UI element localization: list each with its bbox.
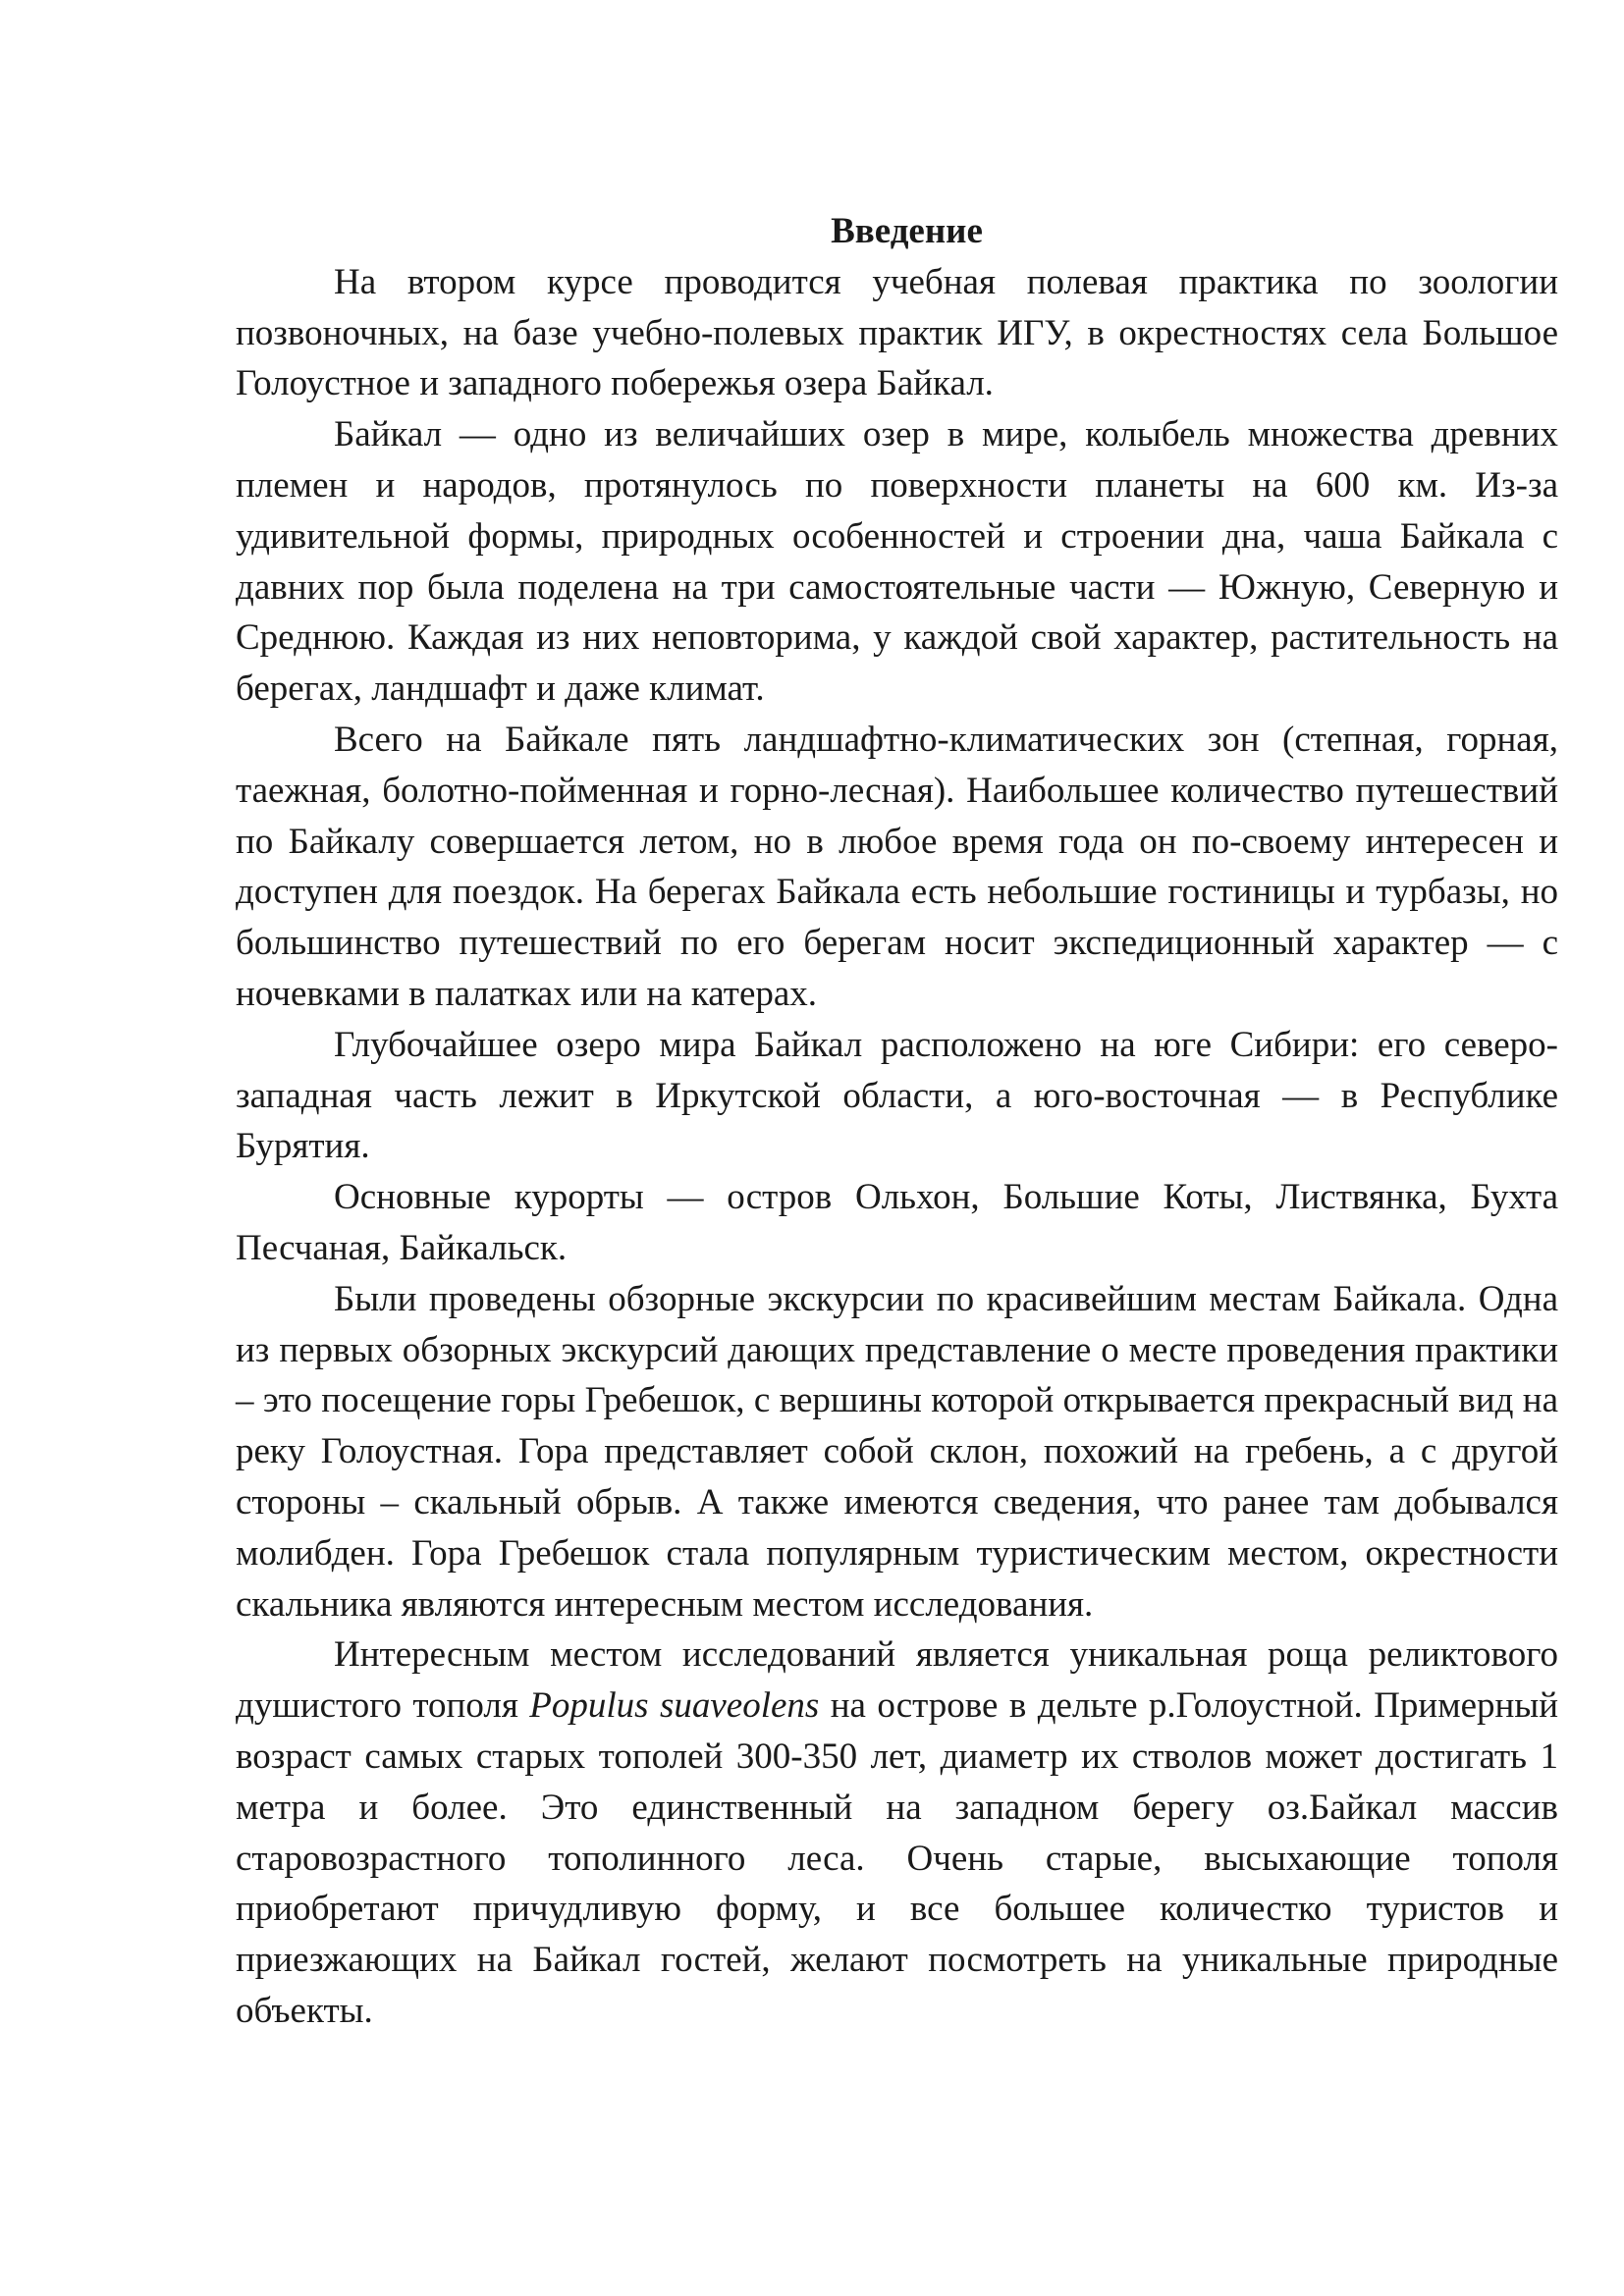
document-body: [236, 206, 1558, 2037]
paragraph-landscape-zones: Всего на Байкале пять ландшафтно-климатических зон (степная, горная, таежная, болотно-пойменная и горно-лесная). Наибольшее количество путешествий по Байкалу совершается летом, но в любое время года он по-своему интересен и доступен для поездок. На берегах Байкала есть небольшие гостиницы и турбазы, но большинство путешествий по его берегам носит экспедиционный характер — с ночевками в палатках или на катерах.: [236, 719, 1558, 1014]
paragraph-location: Глубочайшее озеро мира Байкал расположено на юге Сибири: его северо-западная часть лежит в Иркутской области, а юго-восточная — в Республике Бурятия.: [236, 1024, 1558, 1167]
paragraph-practice-intro: На втором курсе проводится учебная полевая практика по зоологии позвоночных, на базе учебно-полевых практик ИГУ, в окрестностях села Большое Голоустное и западного побережья озера Байкал.: [236, 261, 1558, 404]
paragraph-poplar-grove: [236, 1629, 1558, 2036]
poplar-text-before: Интересным местом исследований является уникальная роща реликтового душистого тополя: [236, 1634, 1558, 1727]
paragraph-resorts: Основные курорты — остров Ольхон, Большие Коты, Листвянка, Бухта Песчаная, Байкальск.: [236, 1177, 1558, 1268]
page-title: Введение: [831, 211, 983, 251]
paragraph-excursions: Были проведены обзорные экскурсии по красивейшим местам Байкала. Одна из первых обзорных экскурсий дающих представление о месте проведения практики – это посещение горы Гребешок, с вершины которой открывается прекрасный вид на реку Голоустная. Гора представляет собой склон, похожий на гребень, а с другой стороны – скальный обрыв. А также имеются сведения, что ранее там добывался молибден. Гора Гребешок стала популярным туристическим местом, окрестности скальника являются интересным местом исследования.: [236, 1278, 1558, 1625]
species-name: Populus suaveolens: [529, 1685, 820, 1727]
paragraph-baikal-overview: Байкал — одно из величайших озер в мире, колыбель множества древних племен и народов, протянулось по поверхности планеты на 600 км. Из-за удивительной формы, природных особенностей и строении дна, чаша Байкала с давних пор была поделена на три самостоятельные части — Южную, Северную и Среднюю. Каждая из них неповторима, у каждой свой характер, растительность на берегах, ландшафт и даже климат.: [236, 414, 1558, 710]
poplar-text-after: на острове в дельте р.Голоустной. Примерный возраст самых старых тополей 300-350 лет, диаметр их стволов может достигать 1 метра и более. Это единственный на западном берегу оз.Байкал массив старовозрастного тополинного леса. Очень старые, высыхающие тополя приобретают причудливую форму, и все большее количестко туристов и приезжающих на Байкал гостей, желают посмотреть на уникальные природные объекты.: [236, 1685, 1559, 2031]
